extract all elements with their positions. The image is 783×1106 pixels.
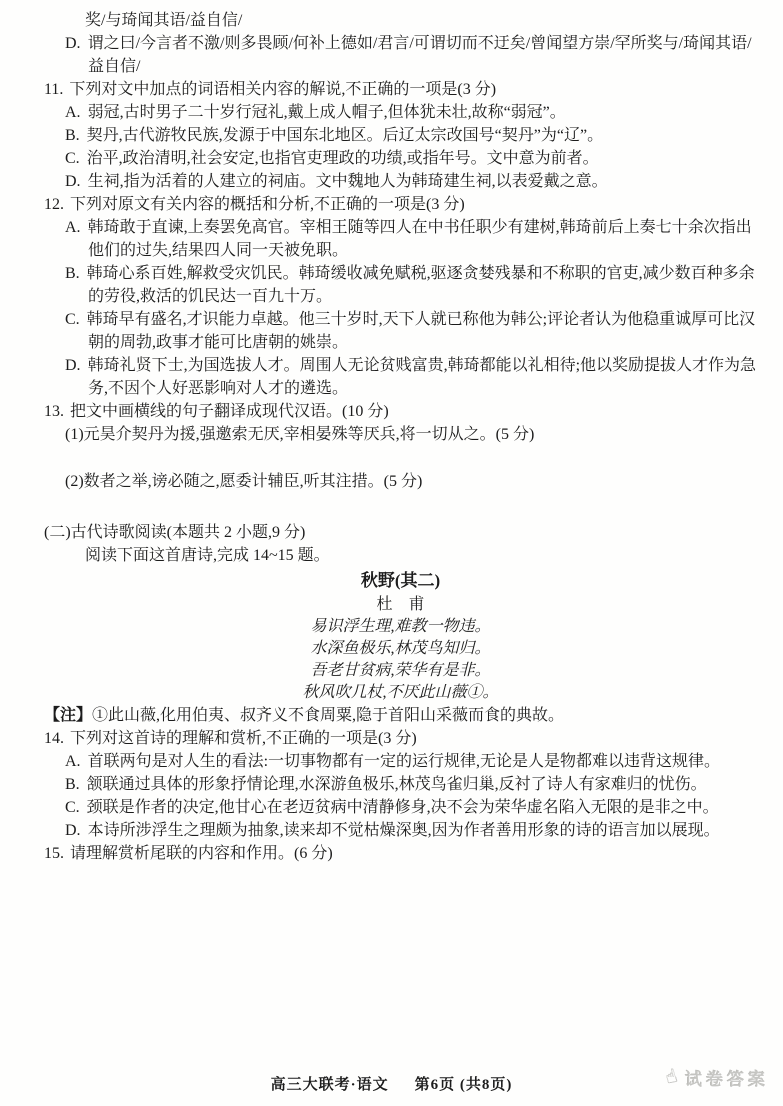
section-2-instruction: 阅读下面这首唐诗,完成 14~15 题。 xyxy=(85,547,330,564)
q14-option-b xyxy=(65,773,757,796)
note-text: ①此山薇,化用伯夷、叔齐义不食周粟,隐于首阳山采薇而食的典故。 xyxy=(92,707,565,724)
option-label: C. xyxy=(65,150,80,167)
question-13-stem xyxy=(44,400,757,423)
section-2-header: (二)古代诗歌阅读(本题共 2 小题,9 分) xyxy=(44,524,306,541)
option-text: 韩琦心系百姓,解救受灾饥民。韩琦缓收减免赋税,驱逐贪婪残暴和不称职的官吏,减少数百种多余的劳役,救活的饥民达一百九十万。 xyxy=(86,265,755,305)
question-number: 11. xyxy=(44,81,64,98)
question-text: 下列对这首诗的理解和赏析,不正确的一项是(3 分) xyxy=(70,730,417,747)
option-text: 颔联通过具体的形象抒情论理,水深游鱼极乐,林茂鸟雀归巢,反衬了诗人有家难归的忧伤。 xyxy=(86,776,707,793)
option-label: D. xyxy=(65,35,81,52)
footer-page-info: 第6页 (共8页) xyxy=(414,1077,513,1093)
question-text: 把文中画横线的句子翻译成现代汉语。(10 分) xyxy=(70,403,389,420)
question-number: 15. xyxy=(44,845,64,862)
poem-line: 吾老甘贫病,荣华有是非。 xyxy=(310,662,491,679)
q14-option-a xyxy=(65,750,757,773)
poem-line: 易识浮生理,难教一物违。 xyxy=(310,618,491,635)
option-text: 韩琦礼贤下士,为国选拔人才。周围人无论贫贱富贵,韩琦都能以礼相待;他以奖励提拔人才作为急务,不因个人好恶影响对人才的遴选。 xyxy=(87,357,757,397)
q12-option-b xyxy=(65,262,757,308)
option-label: B. xyxy=(65,265,80,282)
question-text: 下列对原文有关内容的概括和分析,不正确的一项是(3 分) xyxy=(70,196,465,213)
q11-option-a xyxy=(65,101,757,124)
q13-part-2: (2)数者之举,谤必随之,愿委计辅臣,听其注措。(5 分) xyxy=(65,473,423,490)
option-text: 首联两句是对人生的看法:一切事物都有一定的运行规律,无论是人是物都难以违背这规律。 xyxy=(87,753,721,770)
question-12-stem xyxy=(44,193,757,216)
poem-line: 秋风吹几杖,不厌此山薇①。 xyxy=(302,684,499,701)
option-text: 颈联是作者的决定,他甘心在老迈贫病中清静修身,决不会为荣华虚名陷入无限的是非之中。 xyxy=(86,799,719,816)
option-text: 本诗所涉浮生之理颇为抽象,读来却不觉枯燥深奥,因为作者善用形象的诗的语言加以展现。 xyxy=(87,822,720,839)
question-11-stem xyxy=(44,78,757,101)
q14-option-d xyxy=(65,819,757,842)
question-14-stem xyxy=(44,727,757,750)
option-text: 治平,政治清明,社会安定,也指官吏理政的功绩,或指年号。文中意为前者。 xyxy=(86,150,599,167)
option-text: 弱冠,古时男子二十岁行冠礼,戴上成人帽子,但体犹未壮,故称“弱冠”。 xyxy=(87,104,566,121)
footer-exam-title: 高三大联考·语文 xyxy=(270,1077,389,1093)
carryover-option-d xyxy=(65,32,757,78)
poem-note xyxy=(44,704,757,727)
option-label: C. xyxy=(65,799,80,816)
option-text: 契丹,古代游牧民族,发源于中国东北地区。后辽太宗改国号“契丹”为“辽”。 xyxy=(86,127,604,144)
poem-author: 杜 甫 xyxy=(376,596,425,613)
poem-title: 秋野(其二) xyxy=(360,571,441,590)
option-label: A. xyxy=(65,104,81,121)
option-text: 谓之曰/今言者不激/则多畏顾/何补上德如/君言/可谓切而不迂矣/曾闻望方崇/罕所奖与/琦闻其语/益自信/ xyxy=(87,35,752,75)
q14-option-c xyxy=(65,796,757,819)
note-label: 【注】 xyxy=(44,707,93,724)
question-15-stem xyxy=(44,842,757,865)
question-text: 下列对文中加点的词语相关内容的解说,不正确的一项是(3 分) xyxy=(69,81,497,98)
option-label: D. xyxy=(65,357,81,374)
option-text: 韩琦早有盛名,才识能力卓越。他三十岁时,天下人就已称他为韩公;评论者认为他稳重诚厚可比汉朝的周勃,政事才能可比唐朝的姚崇。 xyxy=(86,311,756,351)
q11-option-b xyxy=(65,124,757,147)
question-number: 14. xyxy=(44,730,64,747)
q12-option-a xyxy=(65,216,757,262)
poem-line: 水深鱼极乐,林茂鸟知归。 xyxy=(310,640,491,657)
watermark-text: 试卷答案 xyxy=(685,1070,769,1089)
option-label: A. xyxy=(65,219,81,236)
pointing-hand-icon: ☝ xyxy=(663,1065,681,1090)
q11-option-c xyxy=(65,147,757,170)
answer-site-watermark xyxy=(663,1065,769,1090)
question-text: 请理解赏析尾联的内容和作用。(6 分) xyxy=(70,845,333,862)
q11-option-d xyxy=(65,170,757,193)
option-label: D. xyxy=(65,822,81,839)
page-content xyxy=(0,9,783,865)
q12-option-c xyxy=(65,308,757,354)
option-label: D. xyxy=(65,173,81,190)
option-text: 韩琦敢于直谏,上奏罢免高官。宰相王随等四人在中书任职少有建树,韩琦前后上奏七十余次指出他们的过失,结果四人同一天被免职。 xyxy=(87,219,752,259)
carryover-tail-line: 奖/与琦闻其语/益自信/ xyxy=(85,12,243,29)
q12-option-d xyxy=(65,354,757,400)
option-text: 生祠,指为活着的人建立的祠庙。文中魏地人为韩琦建生祠,以表爱戴之意。 xyxy=(87,173,608,190)
option-label: B. xyxy=(65,776,80,793)
option-label: C. xyxy=(65,311,80,328)
question-number: 12. xyxy=(44,196,64,213)
q13-part-1: (1)元昊介契丹为援,强邀索无厌,宰相晏殊等厌兵,将一切从之。(5 分) xyxy=(65,426,535,443)
question-number: 13. xyxy=(44,403,64,420)
option-label: B. xyxy=(65,127,80,144)
poem-block xyxy=(44,569,757,704)
option-label: A. xyxy=(65,753,81,770)
